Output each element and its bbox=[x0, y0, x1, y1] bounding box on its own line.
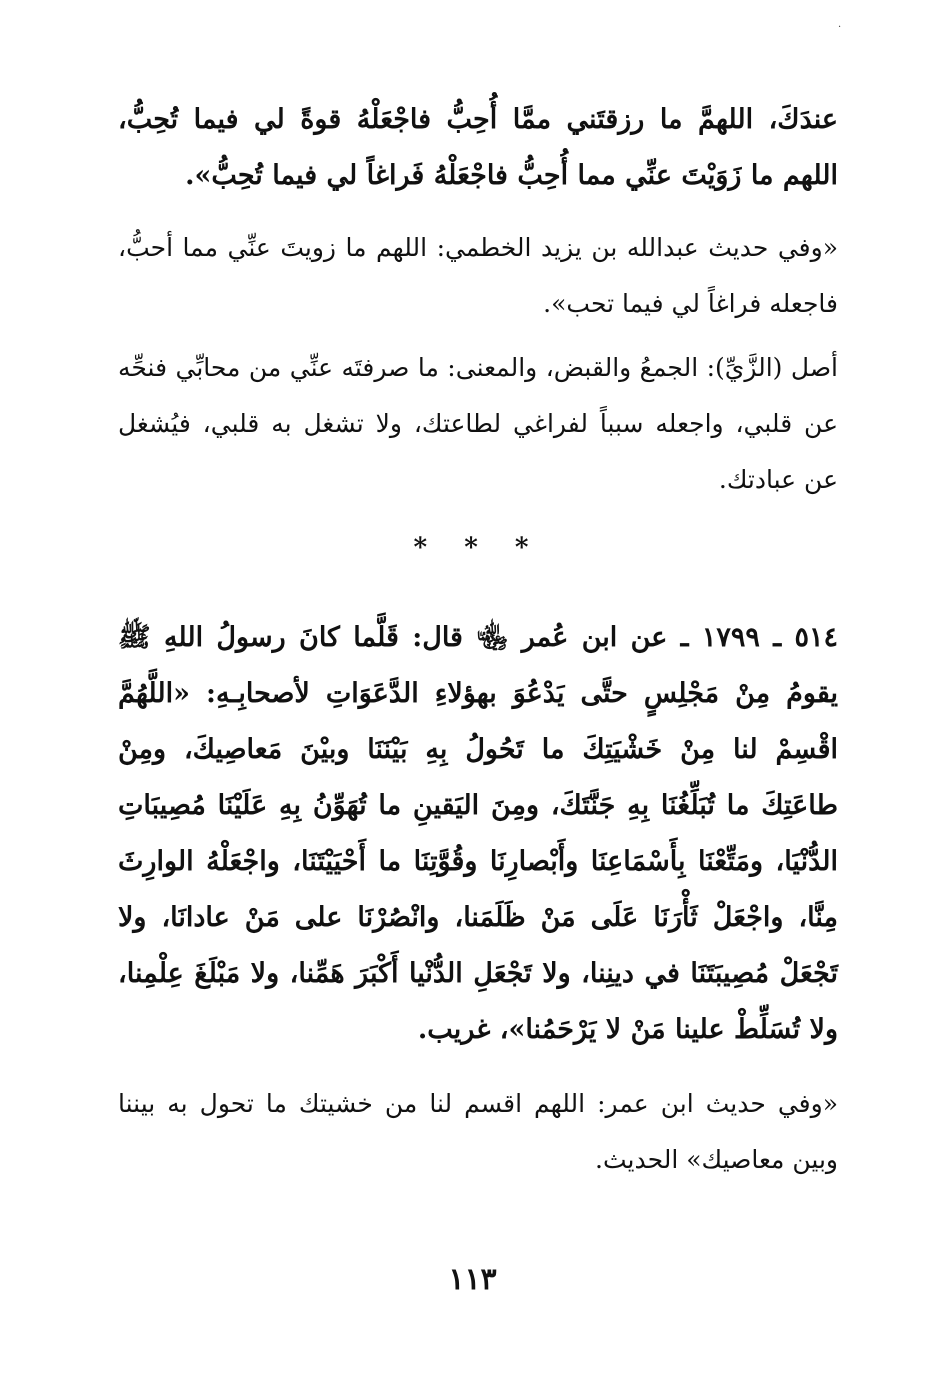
section-separator: * * * bbox=[413, 533, 543, 563]
hadith-continuation-paragraph: عندَكَ، اللهمَّ ما رزقتَني ممَّا أُحِبُّ فاجْعَلْهُ قوةً لي فيما تُحِبُّ، اللهم ما زَوَيْتَ عنِّي مما أُحِبُّ فاجْعَلْهُ فَراغاً لي فيما تُحِبُّ». bbox=[118, 104, 838, 191]
explanation-paragraph: أصل (الزَّيِّ): الجمعُ والقبض، والمعنى: ما صرفتَه عنِّي من محابِّي فنحِّه عن قلبي، واجعله سبباً لفراغي لطاعتك، ولا تشغل به قلبي، فيُشغل عن عبادتك. bbox=[118, 353, 838, 494]
footnote-paragraph: «وفي حديث ابن عمر: اللهم اقسم لنا من خشيتك ما تحول به بيننا وبين معاصيك» الحديث. bbox=[118, 1089, 838, 1174]
hadith-paragraph: ٥١٤ ـ ١٧٩٩ ـ عن ابن عُمر ﵄ قال: قَلَّما كانَ رسولُ اللهِ ﷺ يقومُ مِنْ مَجْلِسٍ حتَّى يَدْعُوَ بهؤلاءِ الدَّعَوَاتِ لأصحابِـهِ: «اللَّهُمَّ اقْسِمْ لنا مِنْ خَشْيَتِكَ ما تَحُولُ بِهِ بَيْنَنَا وبيْنَ مَعاصِيكَ، ومِنْ طاعَتِكَ ما تُبَلِّغُنَا بِهِ جَنَّتَكَ، ومِنَ اليَقينِ ما تُهَوِّنُ بِهِ عَلَيْنَا مُصِيبَاتِ الدُّنْيَا، ومَتِّعْنَا بِأَسْمَاعِنَا وأَبْصارِنَا وقُوَّتِنَا ما أَحْيَيْتَنَا، واجْعَلْهُ الوارِثَ مِنَّا، واجْعَلْ ثَأْرَنَا عَلَى مَنْ ظَلَمَنا، وانْصُرْنَا على مَنْ عادانَا، ولا تَجْعَلْ مُصِيبَتَنَا في دينِنا، ولا تَجْعَلِ الدُّنْيا أَكْبَرَ هَمِّنا، ولا مَبْلَغَ عِلْمِنا، ولا تُسَلِّطْ علينا مَنْ لا يَرْحَمُنا»، غريب. bbox=[118, 622, 838, 1045]
corner-mark: · bbox=[838, 22, 842, 33]
page-body bbox=[118, 92, 838, 1188]
commentary-paragraph: «وفي حديث عبدالله بن يزيد الخطمي: اللهم ما زويتَ عنِّي مما أحبُّ، فاجعله فراغاً لي فيما تحب». bbox=[118, 233, 838, 318]
page-number: ١١٣ bbox=[448, 1262, 497, 1297]
